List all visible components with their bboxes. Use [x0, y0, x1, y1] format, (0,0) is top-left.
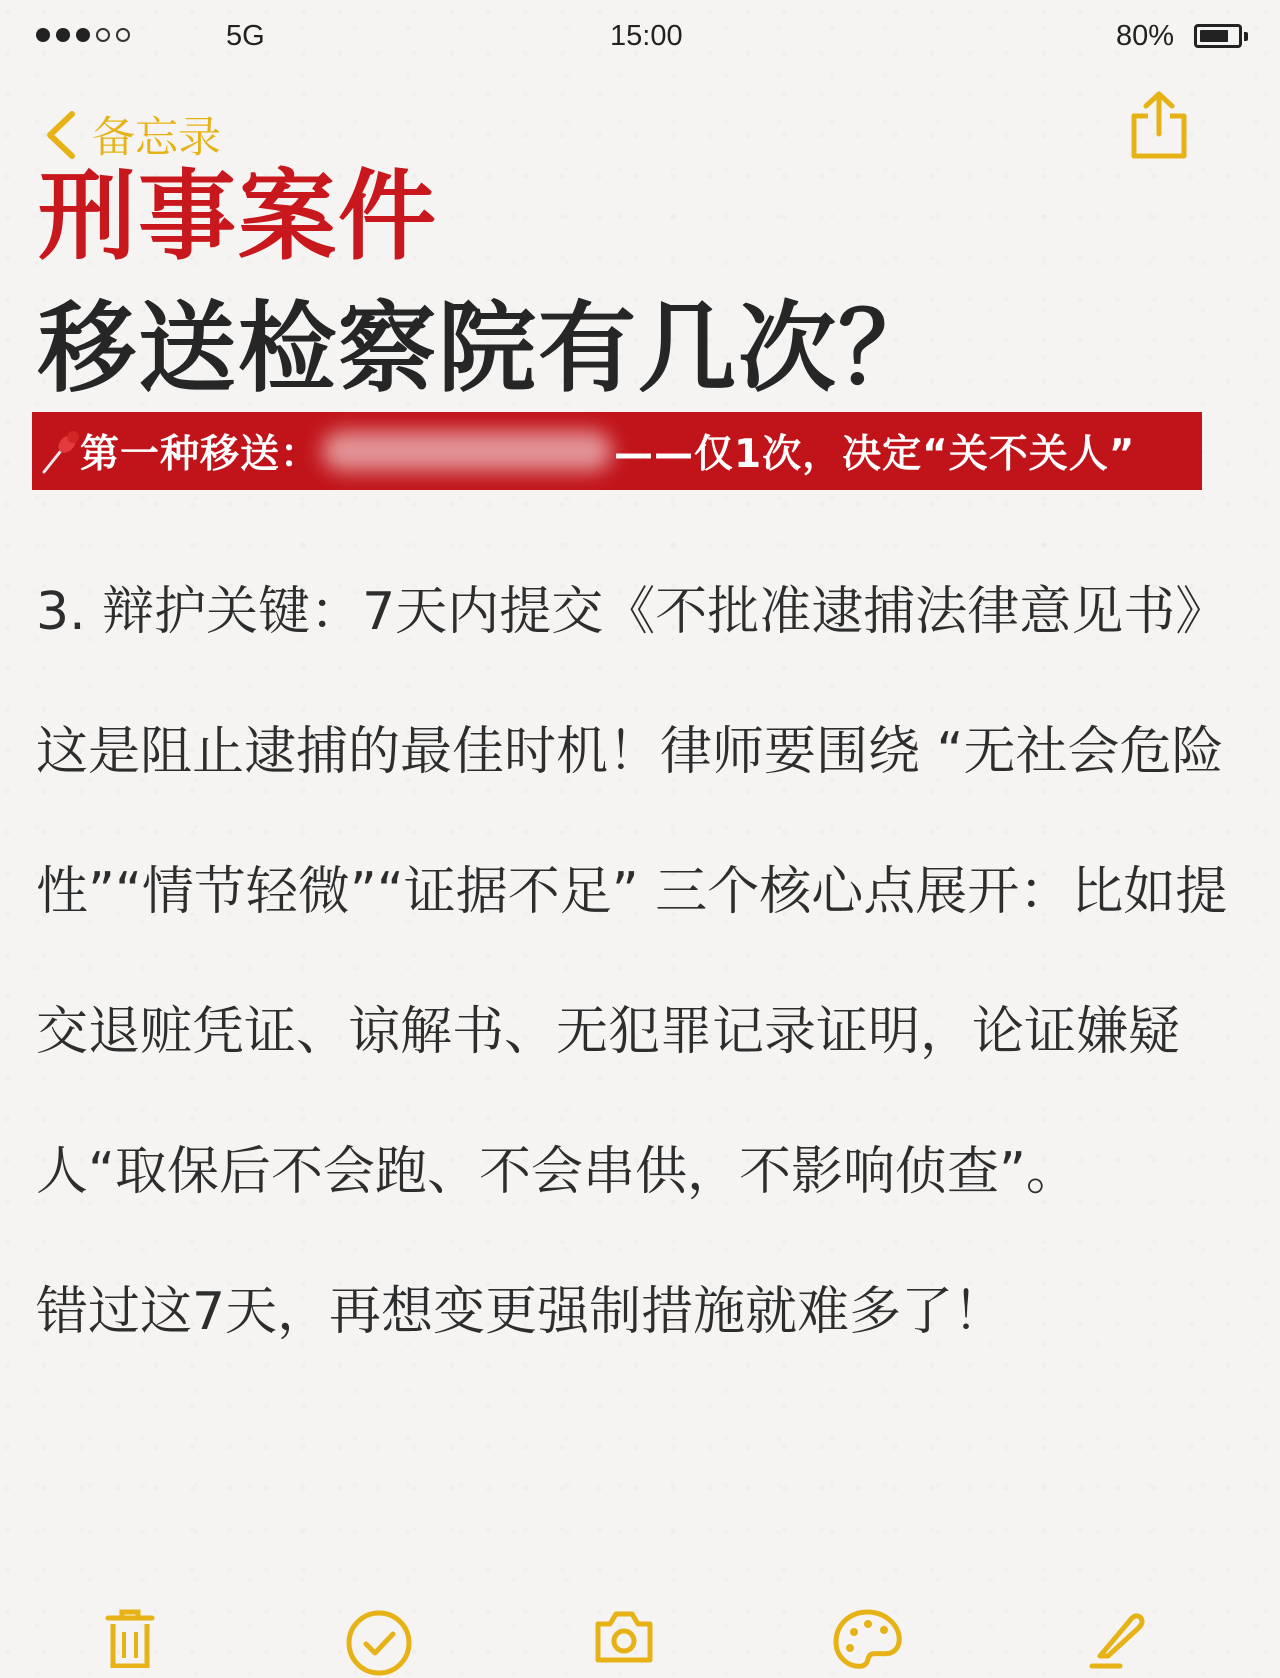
blurred-text [322, 431, 612, 471]
closing-line: 错过这7天，再想变更强制措施就难多了！ [36, 1282, 1006, 1342]
back-label: 备忘录 [92, 113, 221, 163]
camera-icon[interactable] [592, 1608, 656, 1664]
chevron-left-icon [44, 110, 78, 160]
compose-icon[interactable] [1086, 1608, 1148, 1670]
battery-percentage: 80% [1116, 20, 1175, 52]
note-body[interactable] [36, 542, 1246, 1382]
checklist-icon[interactable] [344, 1608, 414, 1678]
palette-icon[interactable] [832, 1608, 904, 1672]
section-heading: 3. 辩护关键：7天内提交《不批准逮捕法律意见书》 [36, 582, 1228, 642]
bottom-toolbar [0, 1596, 1280, 1671]
highlight-banner [32, 412, 1202, 490]
back-button[interactable] [44, 104, 221, 165]
clock: 15:00 [610, 20, 683, 52]
status-bar [0, 0, 1280, 78]
battery-icon [1194, 24, 1242, 48]
trash-icon[interactable] [104, 1608, 156, 1668]
banner-prefix: 第一种移送： [80, 432, 321, 477]
carrier-label: 5G [226, 20, 265, 52]
body-paragraph: 这是阻止逮捕的最佳时机！律师要围绕 “无社会危险性”“情节轻微”“证据不足” 三个核心点展开：比如提交退赃凭证、谅解书、无犯罪记录证明，论证嫌疑人“取保后不会跑、不会串供，不影响侦查”。 [36, 722, 1228, 1202]
pushpin-icon [40, 426, 80, 476]
signal-strength-icon [36, 28, 130, 42]
title-line-1: 刑事案件 [38, 160, 439, 274]
banner-suffix: ——仅1次，决定“关不关人” [614, 432, 1136, 477]
share-icon[interactable] [1128, 90, 1190, 160]
title-line-2: 移送检察院有几次？ [38, 292, 939, 406]
